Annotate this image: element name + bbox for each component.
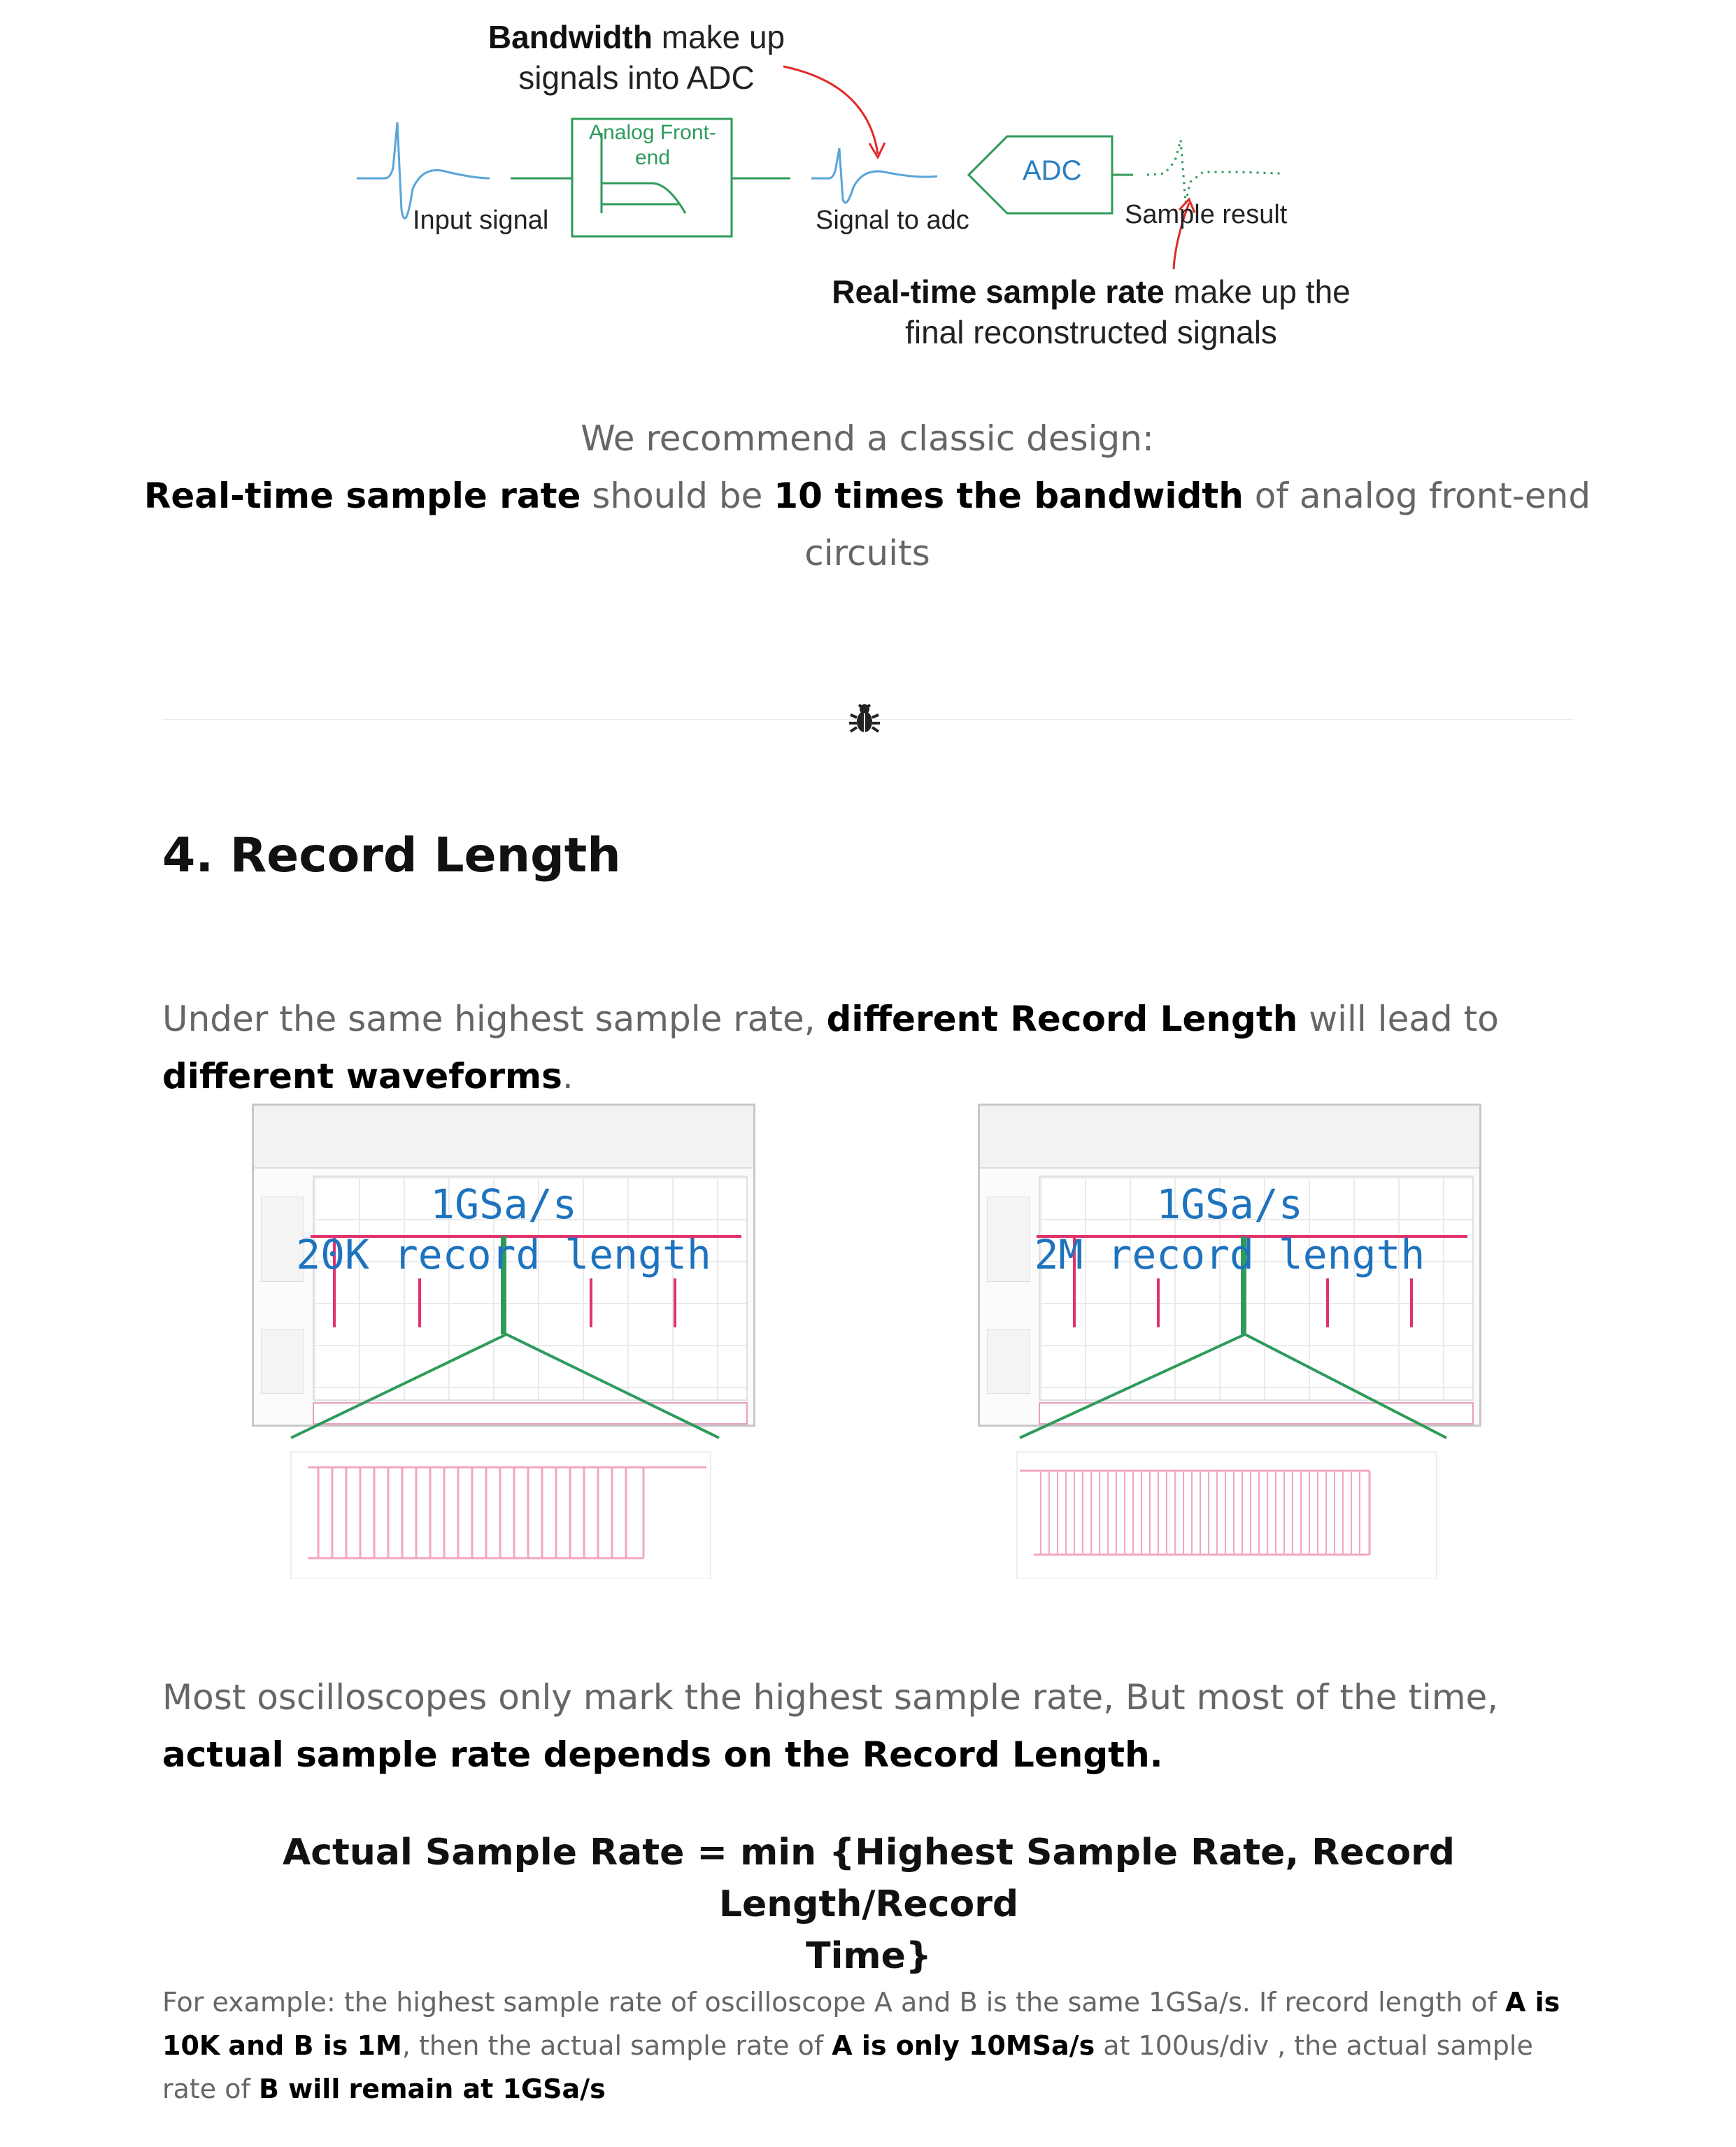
recommend-line2 (140, 467, 1595, 525)
recommend-line3: circuits (804, 533, 930, 573)
signal-to-adc-waveform (811, 148, 937, 203)
intro-bold: different Record Length (826, 999, 1298, 1039)
sample-result-waveform (1147, 140, 1280, 203)
frontend-label-line2: end (634, 146, 671, 169)
example-b4: B will (258, 2074, 341, 2104)
section-heading: 4. Record Length (162, 828, 621, 883)
example-paragraph (162, 1981, 1582, 2111)
divider-right (874, 719, 1574, 720)
scope-overlay-2m (1006, 1179, 1453, 1280)
divider-left (162, 719, 862, 720)
recommend-bold2: 10 times the bandwidth (774, 476, 1244, 516)
realtime-caption (783, 271, 1399, 352)
example-b5: remain at 1GSa/s (348, 2074, 606, 2104)
adc-label: ADC (1023, 155, 1082, 186)
record-length-label: 20K record length (296, 1231, 711, 1278)
scope-traces-20k (252, 1104, 755, 1579)
recommend-line1: We recommend a classic design: (581, 418, 1154, 459)
example-p2: , then the actual sample rate of (401, 2030, 832, 2061)
bug-icon (846, 701, 883, 737)
recommend-tail: of analog front-end (1243, 476, 1591, 516)
recommend-bold1: Real-time sample rate (143, 476, 581, 516)
intro-end: . (562, 1056, 574, 1097)
intro-plain: Under the same highest sample rate, (162, 999, 827, 1039)
sample-rate-label: 1GSa/s (430, 1181, 577, 1228)
realtime-rest: make up the (1164, 273, 1351, 310)
example-p3: at 100us/div , the actual sample rate of (162, 2030, 1533, 2104)
most-plain: Most oscilloscopes only mark the highest sample rate, But most of the time, (162, 1677, 1499, 1718)
realtime-line2: final reconstructed signals (905, 314, 1277, 350)
sample-result-label: Sample result (1125, 200, 1288, 229)
frontend-label (579, 120, 726, 171)
frontend-label-line1: Analog Front- (589, 121, 716, 144)
intro-paragraph (162, 990, 1596, 1105)
input-signal-waveform (357, 122, 490, 218)
example-b3: A is only 10MSa/s (832, 2030, 1095, 2061)
formula-line1: Actual Sample Rate = min {Highest Sample Rate, Record Length/Record (282, 1832, 1456, 1925)
bandwidth-arrow (783, 66, 878, 154)
sample-rate-label: 1GSa/s (1156, 1181, 1303, 1228)
realtime-bold: Real-time sample rate (832, 273, 1165, 310)
scope-overlay-20k (280, 1179, 727, 1280)
recommend-paragraph (140, 410, 1595, 582)
most-paragraph (162, 1669, 1596, 1783)
input-signal-label: Input signal (413, 206, 549, 235)
record-length-label: 2M record length (1034, 1231, 1425, 1278)
formula (162, 1827, 1575, 1982)
scope-screenshot-20k (252, 1104, 755, 1579)
example-b1: A is 10K (162, 1987, 1560, 2061)
example-p1: For example: the highest sample rate of oscilloscope A and B is the same 1GSa/s. If record length of (162, 1987, 1505, 2018)
example-b2: and B is 1M (228, 2030, 402, 2061)
scope-screenshot-2m (978, 1104, 1481, 1579)
formula-line2: Time} (806, 1935, 932, 1977)
intro-bold2: different waveforms (162, 1056, 562, 1097)
bandwidth-bold: Bandwidth (488, 19, 653, 55)
intro-tail: will lead to (1297, 999, 1499, 1039)
bandwidth-caption (476, 17, 797, 98)
most-bold: actual sample rate depends on the Record Length. (162, 1734, 1163, 1775)
recommend-mid: should be (581, 476, 774, 516)
bandwidth-line2: signals into ADC (518, 59, 755, 96)
bandwidth-rest: make up (652, 19, 785, 55)
scope-traces-2m (978, 1104, 1481, 1579)
signal-to-adc-label: Signal to adc (816, 206, 969, 235)
signal-chain-diagram (308, 0, 1427, 364)
